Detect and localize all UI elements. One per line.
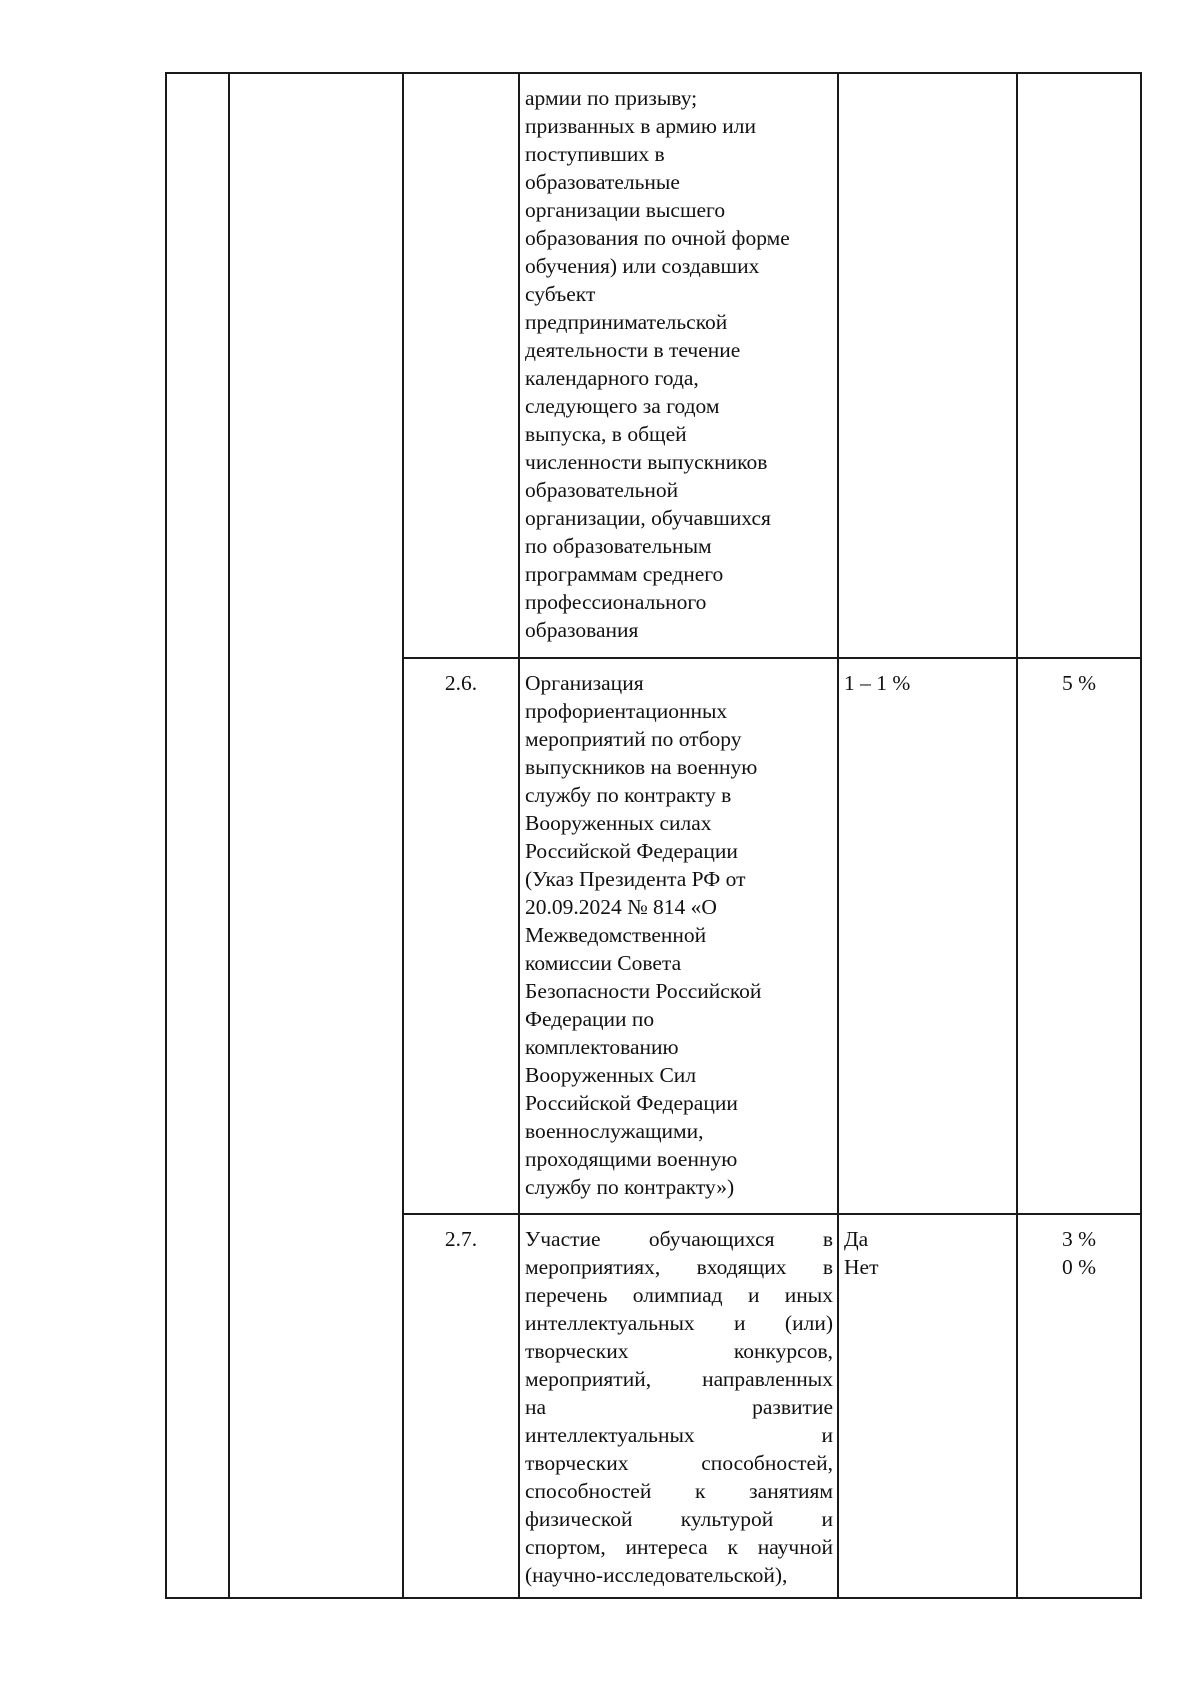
description-line: перечень олимпиад и иных bbox=[525, 1283, 833, 1307]
percent-value: 0 % bbox=[1061, 1255, 1097, 1279]
description-line: Российской Федерации bbox=[525, 1091, 738, 1115]
cell-number bbox=[403, 73, 519, 658]
description-line: Участие обучающихся в bbox=[525, 1227, 833, 1251]
description-line: Организация bbox=[525, 671, 644, 695]
description-line: субъект bbox=[525, 282, 596, 306]
description-line: на развитие bbox=[525, 1395, 833, 1419]
criteria-value: Нет bbox=[844, 1255, 879, 1279]
description-line: военнослужащими, bbox=[525, 1119, 704, 1143]
criteria-values bbox=[839, 1215, 1016, 1281]
cell-percent bbox=[1017, 1214, 1141, 1598]
description-text bbox=[520, 659, 837, 1209]
description-line: интеллектуальных и bbox=[525, 1423, 833, 1447]
criteria-value: 1 – 1 % bbox=[844, 671, 911, 695]
item-number: 2.7. bbox=[444, 1227, 478, 1251]
description-line: выпускников на военную bbox=[525, 755, 758, 779]
description-line: Федерации по bbox=[525, 1007, 655, 1031]
description-line: выпуска, в общей bbox=[525, 422, 687, 446]
description-line: профессионального bbox=[525, 590, 707, 614]
description-text bbox=[520, 74, 837, 652]
percent-value: 5 % bbox=[1061, 671, 1097, 695]
description-line: способностей к занятиям bbox=[525, 1479, 833, 1503]
description-line: следующего за годом bbox=[525, 394, 720, 418]
description-line: предпринимательской bbox=[525, 310, 728, 334]
description-line: образовательной bbox=[525, 478, 679, 502]
description-line: образовательные bbox=[525, 170, 680, 194]
description-line: деятельности в течение bbox=[525, 338, 741, 362]
description-line: Вооруженных силах bbox=[525, 811, 712, 835]
description-line: спортом, интереса к научной bbox=[525, 1535, 833, 1559]
description-line: численности выпускников bbox=[525, 450, 768, 474]
description-line: Безопасности Российской bbox=[525, 979, 762, 1003]
criteria-table bbox=[165, 72, 1142, 1599]
description-line: Вооруженных Сил bbox=[525, 1063, 697, 1087]
cell-index-column bbox=[166, 73, 229, 1598]
description-line: (Указ Президента РФ от bbox=[525, 867, 746, 891]
description-line: календарного года, bbox=[525, 366, 699, 390]
description-line: Межведомственной bbox=[525, 923, 707, 947]
item-number: 2.6. bbox=[444, 671, 478, 695]
description-line: (научно-исследовательской), bbox=[525, 1563, 788, 1587]
description-line: организации высшего bbox=[525, 198, 726, 222]
description-line: комиссии Совета bbox=[525, 951, 682, 975]
cell-criteria bbox=[838, 73, 1017, 658]
description-line: Российской Федерации bbox=[525, 839, 738, 863]
description-line: мероприятий по отбору bbox=[525, 727, 742, 751]
cell-criteria bbox=[838, 1214, 1017, 1598]
description-line: программам среднего bbox=[525, 562, 724, 586]
description-line: профориентационных bbox=[525, 699, 728, 723]
cell-number bbox=[403, 1214, 519, 1598]
percent-values bbox=[1018, 1215, 1140, 1281]
description-line: творческих способностей, bbox=[525, 1451, 833, 1475]
description-line: физической культурой и bbox=[525, 1507, 833, 1531]
cell-description bbox=[519, 658, 838, 1214]
description-line: интеллектуальных и (или) bbox=[525, 1311, 833, 1335]
cell-description bbox=[519, 73, 838, 658]
cell-description bbox=[519, 1214, 838, 1598]
description-line: проходящими военную bbox=[525, 1147, 738, 1171]
cell-number bbox=[403, 658, 519, 1214]
description-line: армии по призыву; bbox=[525, 86, 698, 110]
description-line: комплектованию bbox=[525, 1035, 679, 1059]
description-line: мероприятиях, входящих в bbox=[525, 1255, 833, 1279]
cell-category-column bbox=[229, 73, 403, 1598]
table-row bbox=[166, 73, 1141, 658]
description-line: службу по контракту в bbox=[525, 783, 732, 807]
cell-criteria bbox=[838, 658, 1017, 1214]
description-line: образования по очной форме bbox=[525, 226, 790, 250]
description-line: призванных в армию или bbox=[525, 114, 757, 138]
description-text bbox=[520, 1215, 837, 1597]
cell-percent bbox=[1017, 658, 1141, 1214]
description-line: организации, обучавшихся bbox=[525, 506, 771, 530]
description-line: мероприятий, направленных bbox=[525, 1367, 833, 1391]
description-line: 20.09.2024 № 814 «О bbox=[525, 895, 717, 919]
description-line: обучения) или создавших bbox=[525, 254, 760, 278]
percent-value: 3 % bbox=[1061, 1227, 1097, 1251]
description-line: поступивших в bbox=[525, 142, 665, 166]
cell-percent bbox=[1017, 73, 1141, 658]
criteria-value: Да bbox=[844, 1227, 869, 1251]
description-line: по образовательным bbox=[525, 534, 712, 558]
description-line: образования bbox=[525, 618, 639, 642]
description-line: творческих конкурсов, bbox=[525, 1339, 833, 1363]
description-line: службу по контракту») bbox=[525, 1175, 735, 1199]
